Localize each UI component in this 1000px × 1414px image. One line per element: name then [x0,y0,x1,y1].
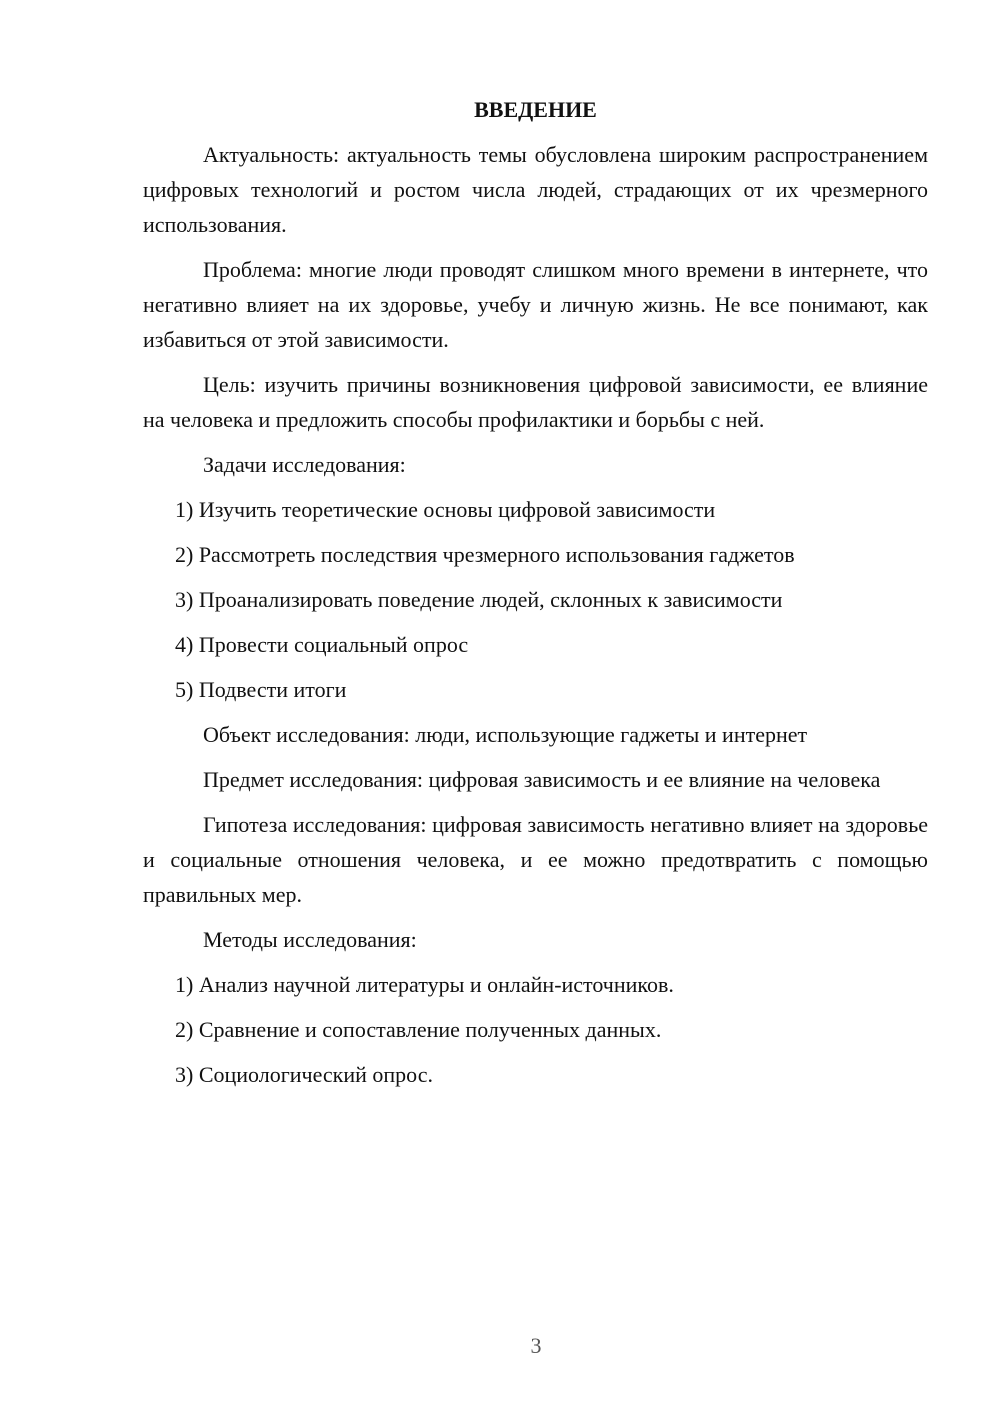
method-item-3: 3) Социологический опрос. [175,1062,433,1087]
goal-paragraph: Цель: изучить причины возникновения цифровой зависимости, ее влияние на человека и предложить способы профилактики и борьбы с ней. [143,372,928,432]
page-title: ВВЕДЕНИЕ [474,97,597,122]
hypothesis-paragraph: Гипотеза исследования: цифровая зависимость негативно влияет на здоровье и социальные отношения человека, и ее можно предотвратить с помощью правильных мер. [143,812,928,907]
task-item-1: 1) Изучить теоретические основы цифровой зависимости [175,497,716,522]
methods-list [143,967,928,1092]
methods-heading: Методы исследования: [203,927,417,952]
task-item-4: 4) Провести социальный опрос [175,632,469,657]
task-item-5: 5) Подвести итоги [175,677,347,702]
method-item-1: 1) Анализ научной литературы и онлайн-источников. [175,972,674,997]
page-content [143,92,928,1102]
method-item-2: 2) Сравнение и сопоставление полученных данных. [175,1017,662,1042]
task-item-2: 2) Рассмотреть последствия чрезмерного использования гаджетов [175,542,795,567]
problem-paragraph: Проблема: многие люди проводят слишком много времени в интернете, что негативно влияет на их здоровье, учебу и личную жизнь. Не все понимают, как избавиться от этой зависимости. [143,257,928,352]
subject-paragraph: Предмет исследования: цифровая зависимость и ее влияние на человека [203,767,881,792]
object-paragraph: Объект исследования: люди, использующие гаджеты и интернет [203,722,808,747]
tasks-heading: Задачи исследования: [203,452,406,477]
tasks-list [143,492,928,707]
page-number: 3 [530,1333,542,1358]
relevance-paragraph: Актуальность: актуальность темы обусловлена широким распространением цифровых технологий и ростом числа людей, страдающих от их чрезмерного использования. [143,142,928,237]
task-item-3: 3) Проанализировать поведение людей, склонных к зависимости [175,587,783,612]
